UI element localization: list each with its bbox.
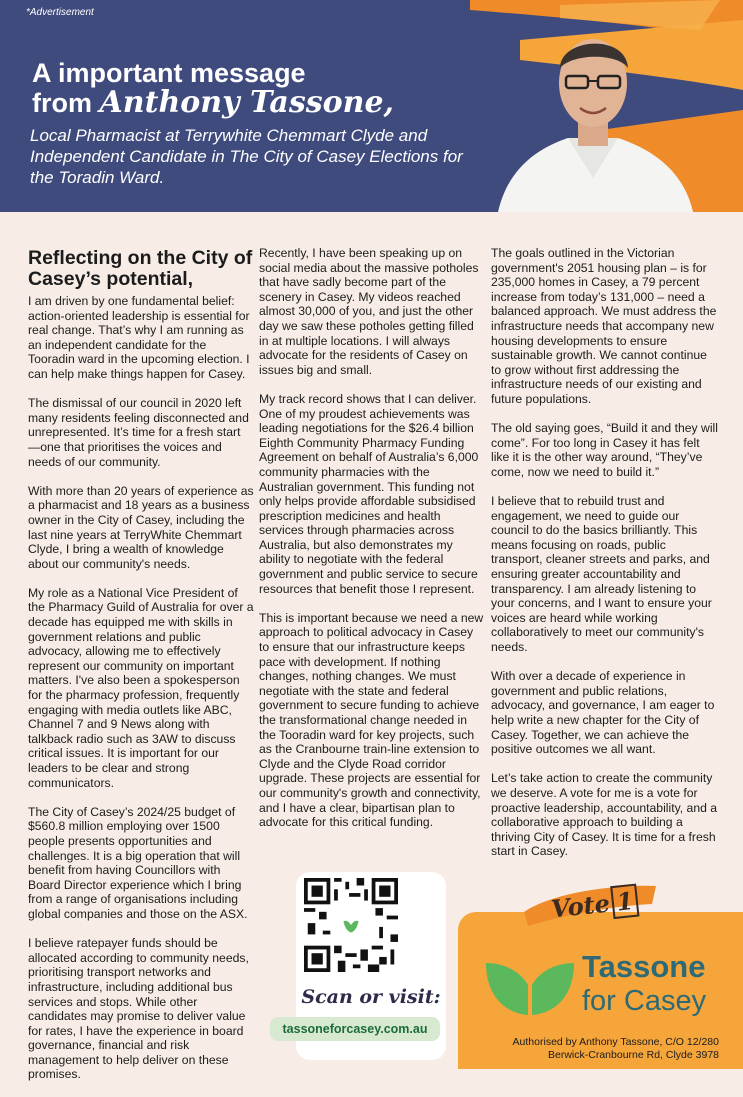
paragraph: My role as a National Vice President of the Pharmacy Guild of Australia for over a decade has equipped me with skills in government relations and public advocacy, allowing me to effectively represent our community on important matters. I've also been a spokesperson for the pharmacy profession, frequently engaging with media outlets like ABC, Channel 7 and 9 News along with talkback radio such as 3AW to discuss critical issues. It is important for our leaders to be clear and strong communicators. xyxy=(28,585,254,790)
brand-name: Tassone xyxy=(582,949,706,984)
paragraph: This is important because we need a new approach to political advocacy in Casey to ensure that our infrastructure keeps pace with development. If nothing changes, nothing changes. We must negotiate with the state and federal government to secure funding to achieve the transformational change needed in the Tooradin ward for key projects, such as the Cranbourne train-line extension to Clyde and the Clyde Road corridor upgrade. These projects are essential for our community's growth and connectivity, and I have a clear, bipartisan plan to advocate for this critical funding. xyxy=(259,610,484,830)
candidate-name: Anthony Tassone, xyxy=(99,85,394,120)
vote-word: Vote xyxy=(549,888,612,924)
paragraph: The City of Casey’s 2024/25 budget of $560.8 million employing over 1500 people presents opportunities and challenges. It is a big operation that will benefit from having Councillors with Board Director experience which I bring from a range of organisations including global companies and those on the ASX. xyxy=(28,804,248,921)
article-column-2 xyxy=(259,246,485,844)
header-banner xyxy=(0,0,743,212)
website-link[interactable]: tassoneforcasey.com.au xyxy=(270,1017,440,1041)
paragraph: With over a decade of experience in government and public relations, advocacy, and governance, I am eager to help write a new chapter for the City of Casey. Together, we can achieve the positive outcomes we all want. xyxy=(491,669,715,757)
title-from: from xyxy=(32,88,100,118)
candidate-photo xyxy=(488,18,698,212)
authorisation-line-1: Authorised by Anthony Tassone, C/O 12/280 xyxy=(512,1036,719,1048)
paragraph: I am driven by one fundamental belief: action-oriented leadership is essential for real change. That’s why I am running as an independent candidate for the Tooradin ward in the upcoming election. I can help make things happen for Casey. xyxy=(28,294,250,381)
paragraph: I believe that to rebuild trust and engagement, we need to guide our council to do the basics brilliantly. This means focusing on roads, public transport, cleaner streets and parks, and ensuring greater accountability and transparency. I am already listening to your concerns, and I want to ensure your voices are heard while working collaboratively to meet our community's needs. xyxy=(491,494,712,655)
title-line-2 xyxy=(32,86,394,120)
paragraph: The dismissal of our council in 2020 left many residents feeling disconnected and unrepresented. It’s time for a fresh start —one that prioritises the voices and needs of our community. xyxy=(28,396,249,469)
paragraph: I believe ratepayer funds should be allocated according to community needs, prioritising transport networks and infrastructure, including additional bus services and stops. While other candidates may promise to deliver value for rates, I have the experience in board governance, financial and risk management to help deliver on these promises. xyxy=(28,936,249,1082)
paragraph: Recently, I have been speaking up on social media about the massive potholes that have sadly become part of the scenery in Casey. My videos reached almost 30,000 of you, and just the other day we saw these potholes getting filled in at multiple locations. I will always advocate for the residents of Casey on issues big and small. xyxy=(259,246,479,377)
article-column-3 xyxy=(491,246,719,874)
article-column-1 xyxy=(28,248,254,1097)
header-subtitle: Local Pharmacist at Terrywhite Chemmart Clyde and Independent Candidate in The City of Casey Elections for the Toradin Ward. xyxy=(30,126,463,187)
vote-number: 1 xyxy=(610,884,640,920)
paragraph: The old saying goes, “Build it and they will come”. For too long in Casey it has felt like it is the other way around, “They’ve come, now we need to build it.” xyxy=(491,421,718,479)
paragraph: The goals outlined in the Victorian government's 2051 housing plan – is for 235,000 homes in Casey, a 79 percent increase from today’s 131,000 – need a balanced approach. We must address the infrastructure needs that accompany new housing developments to ensure sustainable growth. We cannot continue to grow without first addressing the infrastructure needs of our existing and future populations. xyxy=(491,246,717,406)
qr-code[interactable] xyxy=(304,878,398,972)
tassone-leaf-logo xyxy=(484,955,576,1017)
paragraph: Let’s take action to create the community we deserve. A vote for me is a vote for proactive leadership, accountability, and a collaborative approach to building a thriving City of Casey. It is time for a fresh start in Casey. xyxy=(491,771,718,859)
advertisement-label: *Advertisement xyxy=(26,7,94,18)
paragraph: With more than 20 years of experience as a pharmacist and 18 years as a business owner in the City of Casey, including the last nine years at TerryWhite Chemmart Clyde, I bring a wealth of knowledge about our community's needs. xyxy=(28,483,254,571)
title-line-1: A important message xyxy=(32,58,306,88)
brand-tagline: for Casey xyxy=(582,985,707,1017)
article-heading: Reflecting on the City of Casey’s potential, xyxy=(28,247,253,290)
paragraph: My track record shows that I can deliver. One of my proudest achievements was leading negotiations for the $26.4 billion Eighth Community Pharmacy Funding Agreement on behalf of Australia’s 6,000 community pharmacies with the Australian government. This funding not only helps provide affordable subsidised prescription medicines and health services through pharmacies across Australia, but also demonstrates my ability to negotiate with the federal government and public service to secure resources that benefit those I represent. xyxy=(259,391,479,596)
scan-or-visit-text: Scan or visit: xyxy=(301,986,441,1008)
authorisation-line-2: Berwick-Cranbourne Rd, Clyde 3978 xyxy=(548,1049,719,1061)
